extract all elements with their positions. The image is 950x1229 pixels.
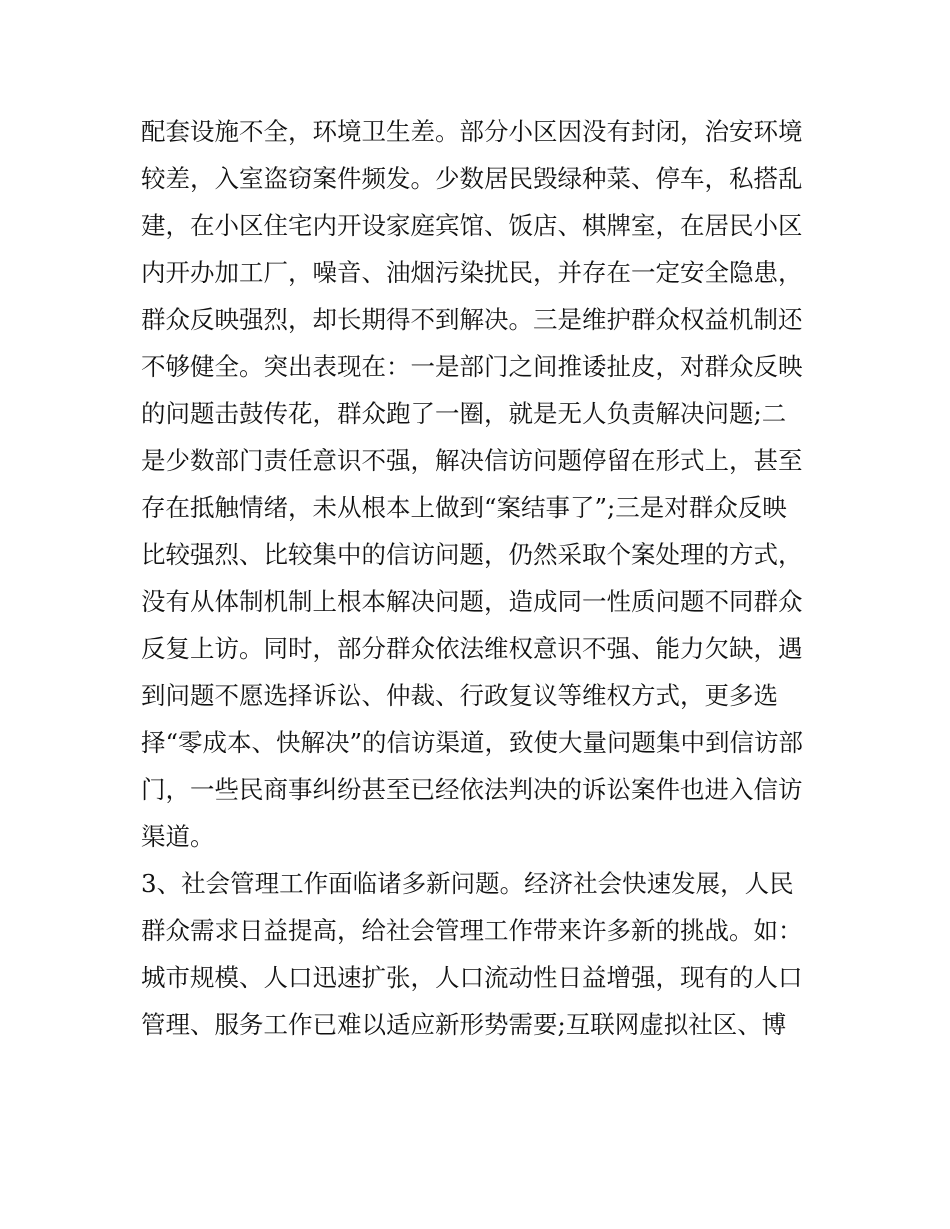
- text-line: 群众反映强烈，却长期得不到解决。三是维护群众权益机制还: [141, 305, 803, 334]
- text-line: 门，一些民商事纠纷甚至已经依法判决的诉讼案件也进入信访: [141, 775, 803, 804]
- text-line: 是少数部门责任意识不强，解决信访问题停留在形式上，甚至: [141, 446, 803, 475]
- text-line: 群众需求日益提高，给社会管理工作带来许多新的挑战。如：: [141, 916, 803, 945]
- text-line: 城市规模、人口迅速扩张，人口流动性日益增强，现有的人口: [141, 963, 803, 992]
- text-line: 建，在小区住宅内开设家庭宾馆、饭店、棋牌室，在居民小区: [141, 211, 803, 240]
- text-line: 反复上访。同时，部分群众依法维权意识不强、能力欠缺，遇: [141, 634, 803, 663]
- text-line: 较差，入室盗窃案件频发。少数居民毁绿种菜、停车，私搭乱: [141, 164, 803, 193]
- text-line: 内开办加工厂，噪音、油烟污染扰民，并存在一定安全隐患，: [141, 258, 803, 287]
- text-line: 的问题击鼓传花，群众跑了一圈，就是无人负责解决问题;二: [141, 399, 787, 428]
- text-line: 管理、服务工作已难以适应新形势需要;互联网虚拟社区、博: [141, 1010, 787, 1039]
- text-line: 择“零成本、快解决”的信访渠道，致使大量问题集中到信访部: [141, 728, 804, 757]
- text-line: 到问题不愿选择诉讼、仲裁、行政复议等维权方式，更多选: [141, 681, 778, 710]
- text-line: 没有从体制机制上根本解决问题，造成同一性质问题不同群众: [141, 587, 803, 616]
- text-line: 渠道。: [141, 822, 215, 851]
- text-line: 不够健全。突出表现在：一是部门之间推诿扯皮，对群众反映: [141, 352, 803, 381]
- section-heading-line: 3、社会管理工作面临诸多新问题。经济社会快速发展，人民: [141, 869, 794, 898]
- text-line: 比较强烈、比较集中的信访问题，仍然采取个案处理的方式，: [141, 540, 803, 569]
- text-line: 配套设施不全，环境卫生差。部分小区因没有封闭，治安环境: [141, 117, 803, 146]
- body-text: [141, 108, 821, 1048]
- text-line: 存在抵触情绪，未从根本上做到“案结事了”;三是对群众反映: [141, 493, 787, 522]
